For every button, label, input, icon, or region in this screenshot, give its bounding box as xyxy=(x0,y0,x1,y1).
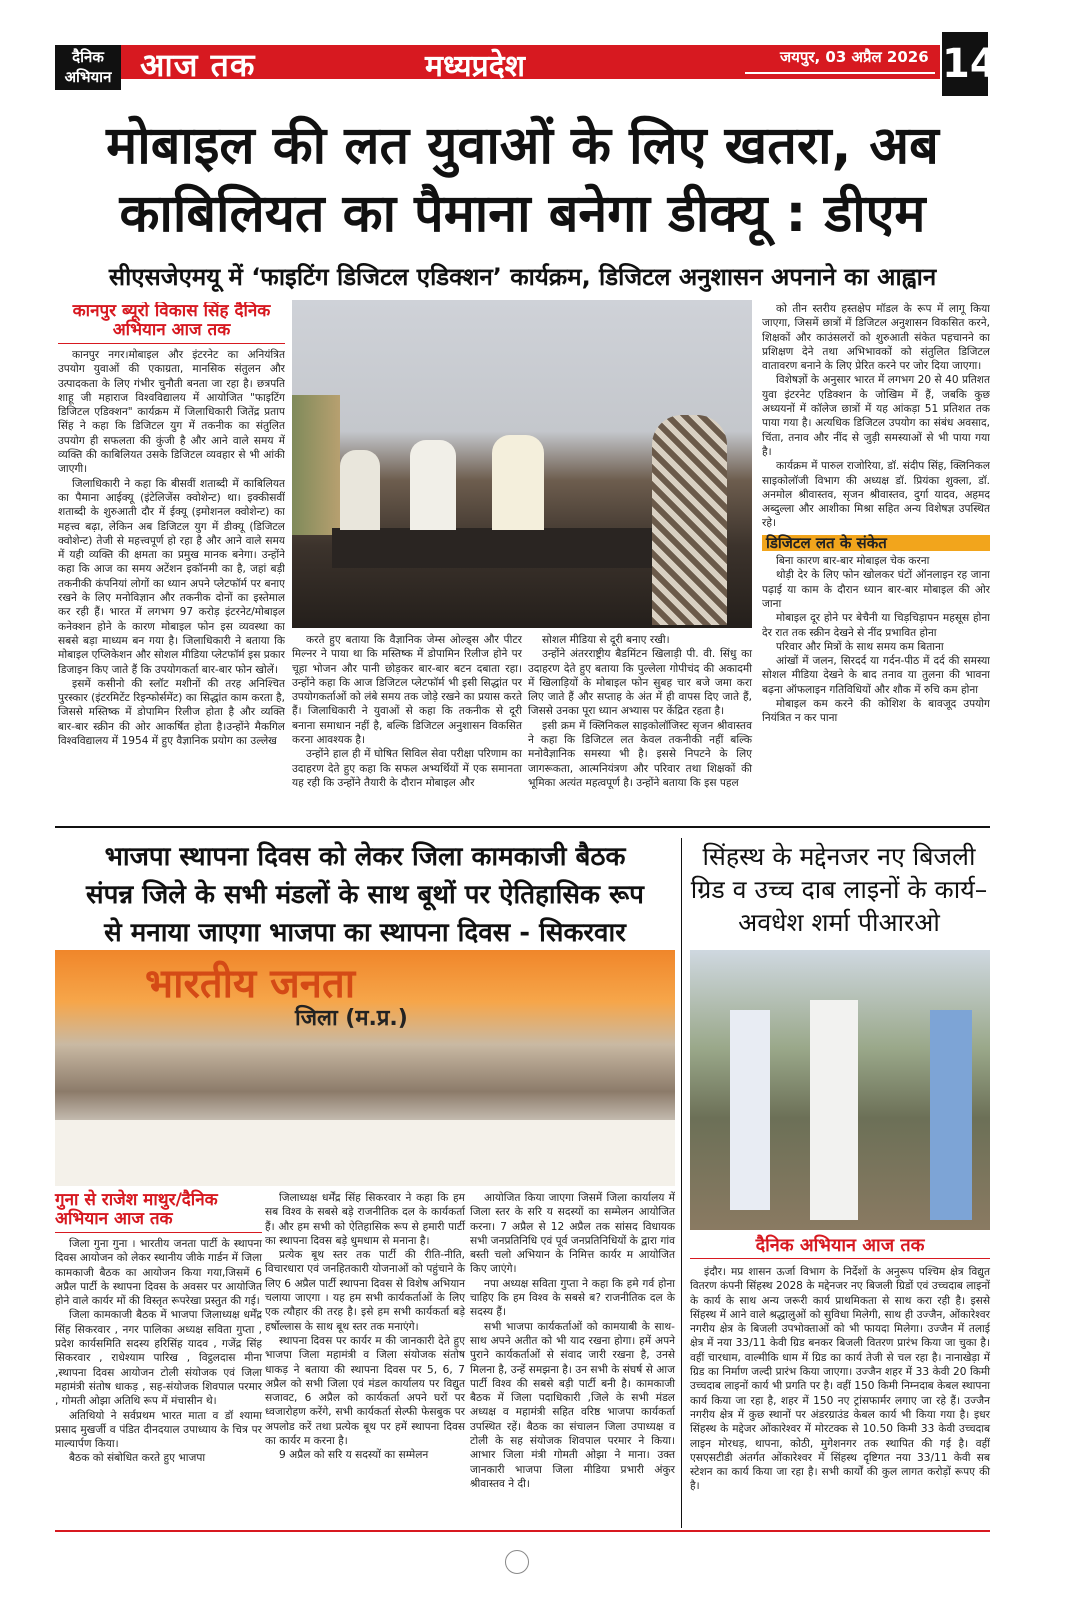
brand-small-1: दैनिक xyxy=(72,48,104,66)
power-headline: सिंहस्थ के मद्देनजर नए बिजली ग्रिड व उच्च दाब लाइनों के कार्य– अवधेश शर्मा पीआरओ xyxy=(690,842,988,937)
lead-headline xyxy=(55,112,990,248)
bjp-headline-line-1: भाजपा स्थापना दिवस को लेकर जिला कामकाजी बैठक xyxy=(104,842,626,872)
dateline: जयपुर, 03 अप्रैल 2026 xyxy=(780,48,929,66)
power-article xyxy=(690,1236,990,1494)
photo-person xyxy=(492,435,544,530)
power-body: इंदौर। मप्र शासन ऊर्जा विभाग के निर्देशों के अनुरूप पश्चिम क्षेत्र विद्युत वितरण कंपनी सिंहस्थ 2028 के मद्देनजर नए बिजली ग्रिडों एवं उच्चदाब लाइनों के कार्य के साथ अन्य जरूरी कार्य प्राथमिकता से साथ करा रही है। इससे सिंहस्थ में आने वाले श्रद्धालुओं को सुविधा मिलेगी, साथ ही उज्जैन, ओंकारेश्वर नगरीय क्षेत्र के बिजली उपभोक्ताओं को भी फायदा मिलेगा। उज्जैन में तलाई क्षेत्र में नया 33/11 केवी ग्रिड बनकर बिजली वितरण प्रारंभ किया जा चुका है। वहीं चारधाम, वाल्मीकि धाम में ग्रिड का कार्य तेजी से चल रहा है। नानाखेड़ा में ग्रिड का निर्माण जल्दी प्रारंभ किया जाएगा। उज्जैन शहर में 33 केवी 20 किमी उच्चदाब लाइनों कार्य भी प्रगति पर है। वहीं 150 किमी निम्नदाब केबल स्थापना कार्य किया जा रहा है, शहर में 150 नए ट्रांसफार्मर लगाए जा रहे हैं। उज्जैन नगरीय क्षेत्र में कुछ स्थानों पर अंडरग्राउंड केबल कार्य भी किया गया है। इधर सिंहस्थ के मद्देजर ओंकारेश्वर में मोरटक्क से 10.50 किमी 33 केवी उच्चदाब लाइन मोरधड़, थापना, कोठी, मुगेशनगर तक स्थापित की गई है। वहीं एसएसटीडी अंतर्गत ओंकारेश्वर में सिंहस्थ दृष्टिगत नया 33/11 केवी सब स्टेशन का कार्य किया जा रहा है। सभी कार्यों की कुल लागत करोड़ों रूपए की है। xyxy=(690,1266,990,1493)
lead-event-photo xyxy=(292,300,752,628)
section-divider xyxy=(55,826,990,828)
lead-column-4 xyxy=(762,302,990,827)
paragraph: करते हुए बताया कि वैज्ञानिक जेम्स ओल्ड्स और पीटर मिल्नर ने पाया था कि मस्तिष्क में डोपामिन रिलीज होने पर चूहा भोजन और पानी छोड़कर बार-बार बटन दबाता रहा। उन्होंने कहा कि आज डिजिटल प्लेटफॉर्म भी इसी सिद्धांत पर उपयोगकर्ताओं को लंबे समय तक जोड़े रखने का प्रयास करते हैं। जिलाधिकारी ने युवाओं से कहा कि तकनीक से दूरी बनाना समाधान नहीं है, बल्कि डिजिटल अनुशासन विकसित करना आवश्यक है। xyxy=(292,634,522,747)
photo-person xyxy=(340,450,380,530)
bjp-event-photo xyxy=(55,950,675,1186)
column-divider xyxy=(681,838,682,1528)
paragraph: कानपुर नगर।मोबाइल और इंटरनेट का अनियंत्रित उपयोग युवाओं की एकाग्रता, मानसिक संतुलन और उत्पादकता के लिए गंभीर चुनौती बनता जा रहा है। छत्रपति शाहू जी महाराज विश्वविद्यालय में आयोजित "फाइटिंग डिजिटल एडिक्शन" कार्यक्रम में जिलाधिकारी जितेंद्र प्रताप सिंह ने कहा कि डिजिटल युग में तकनीक का संतुलित उपयोग ही सफलता की कुंजी है और आने वाले समय में व्यक्ति की काबिलियत उसके डिजिटल व्यवहार से भी आंकी जाएगी। xyxy=(58,349,285,476)
signs-list-item: मोबाइल कम करने की कोशिश के बावजूद उपयोग नियंत्रित न कर पाना xyxy=(762,698,990,725)
paragraph: आयोजित किया जाएगा जिसमें जिला कार्यालय में जिला स्तर के सरि य सदस्यों का सम्मेलन आयोजित करना। 7 अप्रैल से 12 अप्रैल तक सांसद विधायक सभी जनप्रतिनिधि एवं पूर्व जनप्रतिनिधियों के द्वारा गांव बस्ती चलो अभियान के निमित्त कार्यर म आयोजित किए जाएंगे। xyxy=(470,1192,675,1276)
paragraph: सभी भाजपा कार्यकर्ताओं को कामयाबी के साथ-साथ अपने अतीत को भी याद रखना होगा। हमें अपने पुराने कार्यकर्ताओं से संवाद जारी रखना है, उनसे मिलना है, उन्हें समझना है। उन सभी के संघर्ष से आज पार्टी विश्व की सबसे बड़ी पार्टी बनी है। कामकाजी बैठक में जिला पदाधिकारी ,जिले के सभी मंडल अध्यक्ष व महामंत्री सहित वरिष्ठ भाजपा कार्यकर्ता उपस्थित रहें। बैठक का संचालन जिला उपाध्यक्ष व टोली के सह संयोजक शिवपाल परमार ने किया। आभार जिला मंत्री गोमती ओझा ने माना। उक्त जानकारी भाजपा जिला मीडिया प्रभारी अंकुर श्रीवास्तव ने दी। xyxy=(470,1320,675,1490)
photo-banner-stand xyxy=(292,395,340,535)
paragraph: विशेषज्ञों के अनुसार भारत में लगभग 20 से 40 प्रतिशत युवा इंटरनेट एडिक्शन के जोखिम में हैं, जबकि कुछ अध्ययनों में कॉलेज छात्रों में यह आंकड़ा 51 प्रतिशत तक पाया गया है। अत्यधिक डिजिटल उपयोग का संबंध अवसाद, चिंता, तनाव और नींद से जुड़ी समस्याओं से भी पाया गया है। xyxy=(762,374,990,458)
lead-byline: कानपुर ब्यूरो विकास सिंह दैनिक अभियान आज तक xyxy=(58,302,285,344)
paragraph: उन्होंने हाल ही में घोषित सिविल सेवा परीक्षा परिणाम का उदाहरण देते हुए कहा कि सफल अभ्यर्थियों में एक समानता यह रही कि उन्होंने तैयारी के दौरान मोबाइल और xyxy=(292,748,522,789)
bjp-headline-line-2: संपन्न जिले के सभी मंडलों के साथ बूथों पर ऐतिहासिक रूप xyxy=(86,880,644,910)
photo-person xyxy=(652,415,727,625)
brand-logo-box xyxy=(55,45,121,90)
power-site-photo xyxy=(690,950,990,1230)
lead-column-2 xyxy=(292,633,522,790)
bjp-headline-line-3: से मनाया जाएगा भाजपा का स्थापना दिवस - सिकरवार xyxy=(104,918,626,948)
photo-person xyxy=(410,440,456,530)
paragraph: 9 अप्रैल को सरि य सदस्यों का सम्मेलन xyxy=(279,1449,429,1462)
signs-list-item: परिवार और मित्रों के साथ समय कम बिताना xyxy=(776,640,944,653)
paragraph: कार्यक्रम में पारुल राजोरिया, डॉ. संदीप सिंह, क्लिनिकल साइकोलॉजी विभाग की अध्यक्ष डॉ. प्रियंका शुक्ला, डॉ. अनमोल श्रीवास्तव, सृजन श्रीवास्तव, दुर्गा यादव, अहमद अब्दुल्ला और आशीका मिश्रा सहित अन्य विशेषज्ञ उपस्थित रहे। xyxy=(762,460,990,530)
footer-rule xyxy=(55,1530,990,1532)
paragraph: इसी क्रम में क्लिनिकल साइकोलॉजिस्ट सृजन श्रीवास्तव ने कहा कि डिजिटल लत केवल तकनीकी नहीं बल्कि मनोवैज्ञानिक समस्या भी है। इससे निपटने के लिए जागरूकता, आत्मनियंत्रण और परिवार तथा शिक्षकों की भूमिका अत्यंत महत्वपूर्ण है। उन्होंने बताया कि इस पहल xyxy=(528,719,752,789)
brand-small-2: अभियान xyxy=(64,68,112,86)
paragraph: बैठक को संबोधित करते हुए भाजपा xyxy=(69,1452,206,1465)
paragraph: जिलाधिकारी ने कहा कि बीसवीं शताब्दी में काबिलियत का पैमाना आईक्यू (इंटेलिजेंस क्वोशेन्ट) था। इक्कीसवीं शताब्दी के शुरुआती दौर में ईक्यू (इमोशनल क्वोशेन्ट) का महत्त्व बढ़ा, लेकिन अब डिजिटल युग में डीक्यू (डिजिटल क्वोशेन्ट) तेजी से महत्त्वपूर्ण हो रहा है और आने वाले समय में यही व्यक्ति की क्षमता का प्रमुख मानक बनेगा। उन्होंने कहा कि आज का समय अटेंशन इकॉनमी का है, जहां बड़ी तकनीकी कंपनियां लोगों का ध्यान अपने प्लेटफॉर्म पर बनाए रखने के लिए मनोविज्ञान और तकनीक दोनों का इस्तेमाल कर रही हैं। भारत में लगभग 97 करोड़ इंटरनेट/मोबाइल कनेक्शन होने के कारण मोबाइल फोन इस व्यवस्था का सबसे बड़ा माध्यम बन गया है। जिलाधिकारी ने बताया कि मोबाइल एप्लिकेशन और सोशल मीडिया प्लेटफॉर्म इस प्रकार डिजाइन किए जाते हैं कि उपयोगकर्ता बार-बार फोन खोलें। xyxy=(58,477,285,676)
paragraph: को तीन स्तरीय हस्तक्षेप मॉडल के रूप में लागू किया जाएगा, जिसमें छात्रों में डिजिटल अनुशासन विकसित करने, शिक्षकों और काउंसलरों को शुरुआती संकेत पहचानने का प्रशिक्षण देने तथा अभिभावकों को संतुलित डिजिटल वातावरण बनाने के लिए प्रेरित करने पर जोर दिया जाएगा। xyxy=(762,303,990,373)
photo-person xyxy=(810,1000,858,1220)
paragraph: सोशल मीडिया से दूरी बनाए रखी। xyxy=(542,634,670,646)
signs-list-item: आंखों में जलन, सिरदर्द या गर्दन-पीठ में दर्द की समस्या सोशल मीडिया देखने के बाद तनाव या तुलना की भावना बढ़ना ऑफलाइन गतिविधियों और शौक में रुचि कम होना xyxy=(762,655,990,696)
paragraph: स्थापना दिवस पर कार्यर म की जानकारी देते हुए भाजपा जिला महामंत्री व जिला संयोजक संतोष धाकड़ ने बताया की स्थापना दिवस पर 5, 6, 7 अप्रैल को सभी जिला एवं मंडल कार्यालय पर विद्युत सजावट, 6 अप्रैल को कार्यकर्ता अपने घरों पर ध्वजारोहण करेंगे, सभी कार्यकर्ता सेल्फी फेसबुक पर अपलोड करें तथा प्रत्येक बूथ पर हमें स्थापना दिवस का कार्यर म करना है। xyxy=(265,1334,465,1448)
paragraph: अतिथियो ने सर्वप्रथम भारत माता व डॉ श्यामा प्रसाद मुखर्जी व पंडित दीनदयाल उपाध्याय के चित्र पर माल्यार्पण किया। xyxy=(55,1409,262,1451)
photo-banner-text: भारतीय जनता xyxy=(145,961,356,1007)
photo-person xyxy=(730,1010,770,1210)
power-byline: दैनिक अभियान आज तक xyxy=(690,1236,990,1259)
photo-table-cloth xyxy=(55,1120,675,1186)
paragraph: जिला कामकाजी बैठक में भाजपा जिलाध्यक्ष धर्मेंद्र सिंह सिकरवार , नगर पालिका अध्यक्ष सविता गुप्ता , प्रदेश कार्यसमिति सदस्य हरिसिंह यादव , गजेंद्र सिंह सिकरवार , राधेश्याम पारिख , विट्ठलदास मीना ,स्थापना दिवस आयोजन टोली संयोजक एवं जिला महामंत्री संतोष धाकड़ , सह-संयोजक शिवपाल परमार , गोमती ओझा अतिथि रूप में मंचासीन थे। xyxy=(55,1309,262,1408)
registration-mark-icon xyxy=(505,1550,529,1574)
photo-banner-text: जिला (म.प्र.) xyxy=(295,1006,408,1031)
paragraph: जिला गुना गुना । भारतीय जनता पार्टी के स्थापना दिवस आयोजन को लेकर स्थानीय जीके गार्डन में जिला कामकाजी बैठक का आयोजन किया गया,जिसमें 6 अप्रैल पार्टी के स्थापना दिवस के अवसर पर आयोजित होने वाले कार्यर मों की विस्तृत रूपरेखा प्रस्तुत की गई। xyxy=(55,1238,262,1308)
lead-headline-line-1: मोबाइल की लत युवाओं के लिए खतरा, अब xyxy=(106,116,939,176)
signs-list-item: बिना कारण बार-बार मोबाइल चेक करना xyxy=(776,555,930,568)
page-number: 14 xyxy=(942,32,988,96)
bjp-column-1 xyxy=(55,1191,262,1466)
bjp-column-2 xyxy=(265,1191,465,1463)
bjp-column-3 xyxy=(470,1191,675,1491)
signs-box-title: डिजिटल लत के संकेत xyxy=(762,535,990,551)
lead-headline-line-2: काबिलियत का पैमाना बनेगा डीक्यू : डीएम xyxy=(119,184,926,244)
paragraph: इसमें कसीनो की स्लॉट मशीनों की तरह अनिश्चित पुरस्कार (इंटरमिटेंट रिइन्फोर्समेंट) का सिद्धांत काम करता है, जिससे मस्तिष्क में डोपामिन रिलीज होता है और व्यक्ति बार-बार स्क्रीन की ओर आकर्षित होता है।उन्होंने मैकगिल विश्वविद्यालय में 1954 में हुए वैज्ञानिक प्रयोग का उल्लेख xyxy=(58,677,285,748)
lead-subheadline: सीएसजेएमयू में ‘फाइटिंग डिजिटल एडिक्शन’ कार्यक्रम, डिजिटल अनुशासन अपनाने का आह्वान xyxy=(108,263,937,291)
paragraph: नपा अध्यक्ष सविता गुप्ता ने कहा कि हमे गर्व होना चाहिए कि हम विश्व के सबसे ब? राजनीतिक दल के सदस्य हैं। xyxy=(470,1277,675,1319)
brand-name: आज तक xyxy=(140,46,256,84)
dateline-underline xyxy=(745,72,935,74)
photo-person xyxy=(930,1010,972,1220)
signs-list-item: थोड़ी देर के लिए फोन खोलकर घंटों ऑनलाइन रह जाना पढ़ाई या काम के दौरान ध्यान बार-बार मोबाइल की ओर जाना xyxy=(762,569,990,610)
bjp-byline: गुना से राजेश माथुर/दैनिक अभियान आज तक xyxy=(55,1191,262,1233)
paragraph: जिलाध्यक्ष धर्मेंद्र सिंह सिकरवार ने कहा कि हम सब विश्व के सबसे बड़े राजनीतिक दल के कार्यकर्ता हैं। और हम सभी को ऐतिहासिक रूप से हमारी पार्टी का स्थापना दिवस बड़े धुमधाम से मनाना है। xyxy=(265,1192,465,1247)
paragraph: प्रत्येक बूथ स्तर तक पार्टी की रीति-नीति, विचारधारा एवं जनहितकारी योजनाओं को पहुंचाने के लिए 6 अप्रैल पार्टी स्थापना दिवस से विशेष अभियान चलाया जाएगा । यह हम सभी कार्यकर्ताओं के लिए एक त्यौहार की तरह है। इसे हम सभी कार्यकर्ता बड़े हर्षोल्लास के साथ बूथ स्तर तक मनाएंगे। xyxy=(265,1249,465,1333)
lead-column-1 xyxy=(58,302,285,827)
lead-column-3 xyxy=(528,633,752,790)
section-name: मध्यप्रदेश xyxy=(425,49,526,84)
bjp-headline xyxy=(55,838,675,952)
paragraph: उन्होंने अंतरराष्ट्रीय बैडमिंटन खिलाड़ी पी. वी. सिंधु का उदाहरण देते हुए बताया कि पुल्लेला गोपीचंद की अकादमी में खिलाड़ियों के मोबाइल फोन सुबह चार बजे जमा करा लिए जाते हैं और सप्ताह के अंत में ही वापस दिए जाते हैं, जिससे उनका पूरा ध्यान अभ्यास पर केंद्रित रहता है। xyxy=(528,648,752,718)
photo-dais-table xyxy=(332,528,652,568)
signs-list-item: मोबाइल दूर होने पर बेचैनी या चिड़चिड़ापन महसूस होना देर रात तक स्क्रीन देखने से नींद प्रभावित होना xyxy=(762,612,990,639)
